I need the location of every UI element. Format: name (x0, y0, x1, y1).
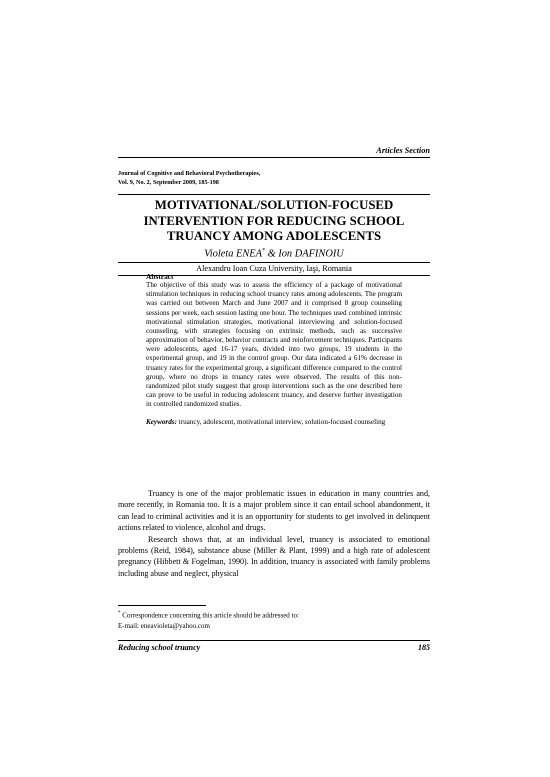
abstract-text: The objective of this study was to assess the efficiency of a package of motivational stimulation techniques in reducing school truancy rates among adolescents. The program was carried out between March and June 2007 and it comprised 8 group counseling sessions per week, each session lasting one hour. The techniques used combined intrinsic motivational stimulation strategies, motivational interviewing and solution-focused counseling, with strategies focusing on extrinsic methods, such as successive approximation of behavior, behavior contracts and reinforcement techniques. Participants were adolescents, aged 16-17 years, divided into two groups, 19 students in the experimental group, and 19 in the control group. Our data indicated a 61% decrease in truancy rates for the experimental group, a significant difference compared to the control group, where no drops in truancy rates were observed. The results of this non-randomized pilot study suggest that group interventions such as the one described here can prove to be useful in reducing adolescent truancy, and deserve further investigation in controlled randomized studies. (146, 281, 402, 409)
body-paragraph-1: Truancy is one of the major problematic issues in education in many countries and, more recently, in Romania too. It is a major problem since it can entail school abandonment, it can lead to criminal activities and it is an opportunity for students to get involved in delinquent actions related to violence, alcohol and drugs. (118, 489, 430, 533)
article-title: MOTIVATIONAL/SOLUTION-FOCUSED INTERVENTION FOR REDUCING SCHOOL TRUANCY AMONG ADOLESCENTS (143, 198, 405, 243)
journal-info (118, 169, 430, 187)
keywords-text: truancy, adolescent, motivational interview, solution-focused counseling (176, 418, 386, 427)
keywords-label: Keywords: (146, 418, 177, 427)
author-joiner: & (265, 247, 279, 259)
footnote-line-1 (118, 608, 430, 621)
journal-name: Journal of Cognitive and Behavioral Psychotherapies, (118, 170, 261, 177)
keywords (146, 418, 402, 427)
page-number: 185 (418, 643, 430, 652)
section-header: Articles Section (118, 146, 430, 158)
author-1-footnote-mark: * (262, 247, 265, 254)
footnote-text: Correspondence concerning this article should be addressed to: (120, 611, 299, 620)
author-2: Ion DAFINOIU (278, 247, 344, 259)
running-title: Reducing school truancy (118, 643, 201, 652)
footnote-email: E-mail: eneavioleta@yahoo.com (118, 622, 210, 631)
footnote-rule (118, 605, 206, 606)
affiliation: Alexandru Ioan Cuza University, Iaşi, Romania (118, 262, 430, 274)
page-footer (118, 640, 430, 652)
body-paragraph-2: Research shows that, at an individual level, truancy is associated to emotional problems (Reid, 1984), substance abuse (Miller & Plant, 1999) and a high rate of adolescent pregnancy (Hibbett & Fogelman, 1990). In addition, truancy is associated with family problems including abuse and neglect, physical (118, 534, 430, 578)
title-block (118, 194, 430, 276)
abstract (146, 272, 402, 428)
footnote (118, 608, 430, 632)
journal-volume: Vol. 9, No. 2, September 2009, 185-198 (118, 179, 219, 186)
footnote-mark: * (118, 611, 121, 616)
body-text (118, 488, 430, 579)
author-1: Violeta ENEA (204, 247, 262, 259)
author-line (118, 245, 430, 260)
abstract-heading: Abstract (146, 272, 174, 281)
